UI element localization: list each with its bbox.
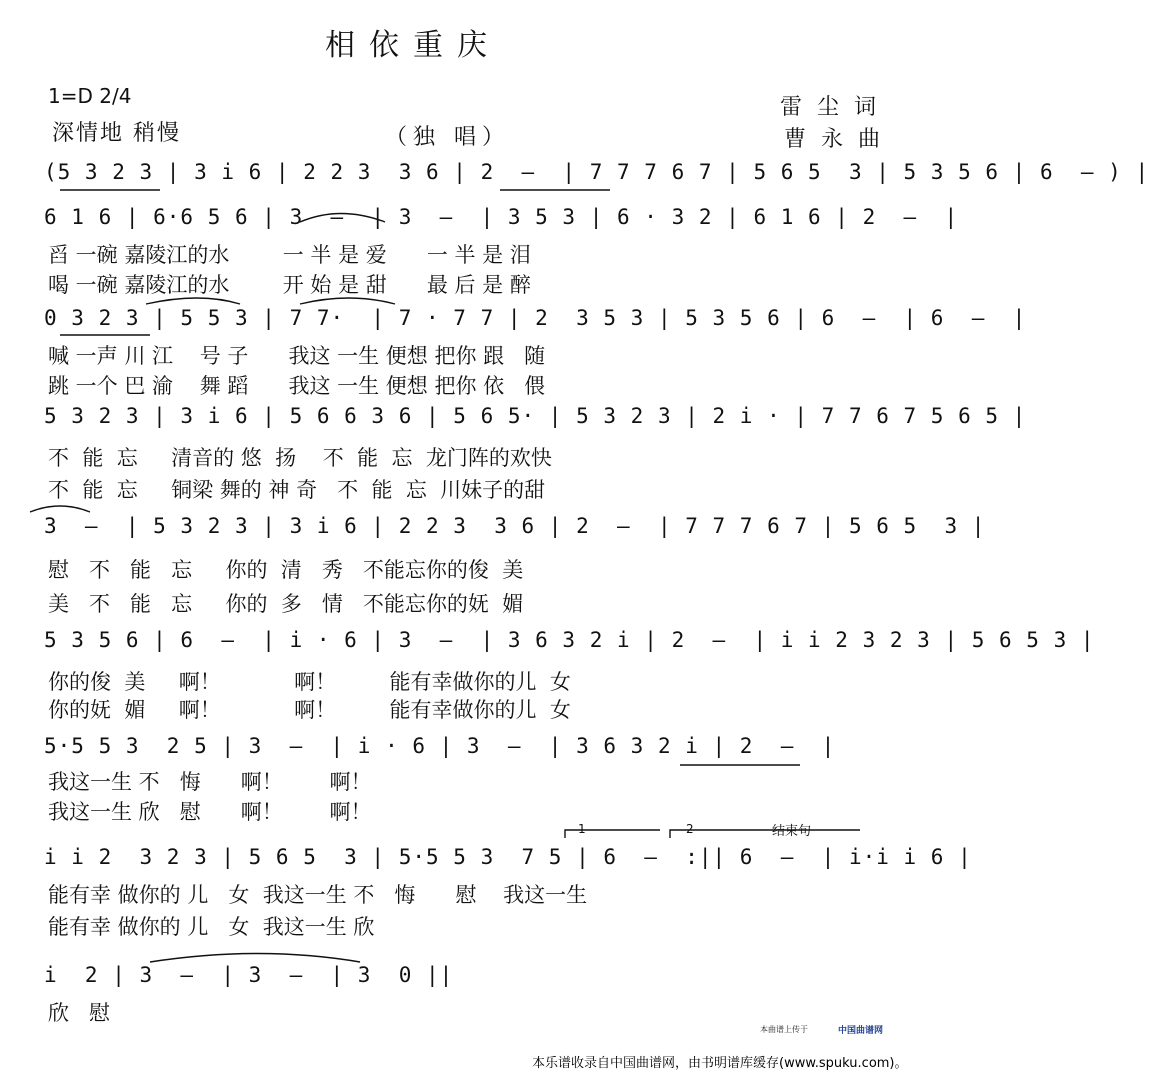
notation-line: i 2 | 3 — | 3 — | 3 0 ||	[44, 963, 454, 987]
second-ending-number: 2	[686, 822, 694, 836]
source-footer: 本乐谱收录自中国曲谱网，由书明谱库缓存(www.spuku.com)。	[532, 1056, 908, 1071]
lyric-line-verse-2: 你的妩 媚 啊！ 啊！ 能有幸做你的儿 女	[48, 698, 571, 722]
upload-note: 本曲谱上传于	[760, 1025, 808, 1034]
lyric-line-verse-1: 我这一生 不 悔 啊！ 啊！	[48, 770, 372, 794]
lyric-line-verse-1: 能有幸 做你的 儿 女 我这一生 不 悔 慰 我这一生	[48, 883, 588, 907]
lyric-line-verse-2: 不 能 忘 铜梁 舞的 神 奇 不 能 忘 川妹子的甜	[48, 478, 546, 502]
lyric-line-verse-1: 欣 慰	[48, 1001, 111, 1025]
notation-line: (5 3 2 3 | 3 i 6 | 2 2 3 3 6 | 2 — | 7 7 7 6 7 | 5 6 5 3 | 5 3 5 6 | 6 — ) |	[44, 160, 1149, 184]
notation-line: i i 2 3 2 3 | 5 6 5 3 | 5·5 5 3 7 5 | 6 — :|| 6 — | i·i i 6 |	[44, 845, 972, 869]
tie-mark	[300, 298, 395, 304]
lyric-line-verse-2: 能有幸 做你的 儿 女 我这一生 欣	[48, 915, 375, 939]
site-brand-logo: 中国曲谱网	[838, 1026, 884, 1036]
tempo-mark: 深情地 稍慢	[52, 121, 181, 146]
lyric-line-verse-1: 喊 一声 川 江 号 子 我这 一生 便想 把你 跟 随	[48, 344, 546, 368]
lyric-line-verse-1: 你的俊 美 啊！ 啊！ 能有幸做你的儿 女	[48, 670, 571, 694]
lyric-line-verse-1: 慰 不 能 忘 你的 清 秀 不能忘你的俊 美	[48, 558, 524, 582]
notation-line: 3 — | 5 3 2 3 | 3 i 6 | 2 2 3 3 6 | 2 — | 7 7 7 6 7 | 5 6 5 3 |	[44, 514, 986, 538]
notation-line: 0 3 2 3 | 5 5 3 | 7 7· | 7 · 7 7 | 2 3 5 3 | 5 3 5 6 | 6 — | 6 — |	[44, 306, 1027, 330]
key-signature: 1=D 2/4	[48, 84, 132, 108]
voice-label: （独 唱）	[385, 125, 510, 150]
tie-mark	[30, 506, 90, 512]
lyric-line-verse-1: 不 能 忘 清音的 悠 扬 不 能 忘 龙门阵的欢快	[48, 446, 552, 470]
lyricist-credit: 雷 尘 词	[780, 95, 880, 120]
second-ending-bracket	[670, 830, 860, 838]
notation-line: 6 1 6 | 6·6 5 6 | 3 — | 3 — | 3 5 3 | 6 · 3 2 | 6 1 6 | 2 — |	[44, 205, 959, 229]
lyric-line-verse-2: 跳 一个 巴 渝 舞 蹈 我这 一生 便想 把你 依 偎	[48, 374, 546, 398]
lyric-line-verse-2: 喝 一碗 嘉陵江的水 开 始 是 甜 最 后 是 醉	[48, 273, 531, 297]
notation-line: 5·5 5 3 2 5 | 3 — | i · 6 | 3 — | 3 6 3 2 i | 2 — |	[44, 734, 836, 758]
first-ending-number: 1	[578, 822, 586, 836]
first-ending-bracket	[565, 830, 660, 838]
tie-mark	[300, 214, 385, 223]
lyric-line-verse-2: 我这一生 欣 慰 啊！ 啊！	[48, 800, 372, 824]
notation-line: 5 3 5 6 | 6 — | i · 6 | 3 — | 3 6 3 2 i | 2 — | i i 2 3 2 3 | 5 6 5 3 |	[44, 628, 1095, 652]
notation-line: 5 3 2 3 | 3 i 6 | 5 6 6 3 6 | 5 6 5· | 5 3 2 3 | 2 i · | 7 7 6 7 5 6 5 |	[44, 404, 1027, 428]
page-title: 相依重庆	[325, 28, 501, 63]
tie-mark	[150, 954, 360, 963]
composer-credit: 曹 永 曲	[784, 127, 884, 152]
tie-mark	[146, 298, 240, 304]
lyric-line-verse-1: 舀 一碗 嘉陵江的水 一 半 是 爱 一 半 是 泪	[48, 243, 531, 267]
coda-label: 结束句	[772, 824, 812, 839]
lyric-line-verse-2: 美 不 能 忘 你的 多 情 不能忘你的妩 媚	[48, 592, 524, 616]
